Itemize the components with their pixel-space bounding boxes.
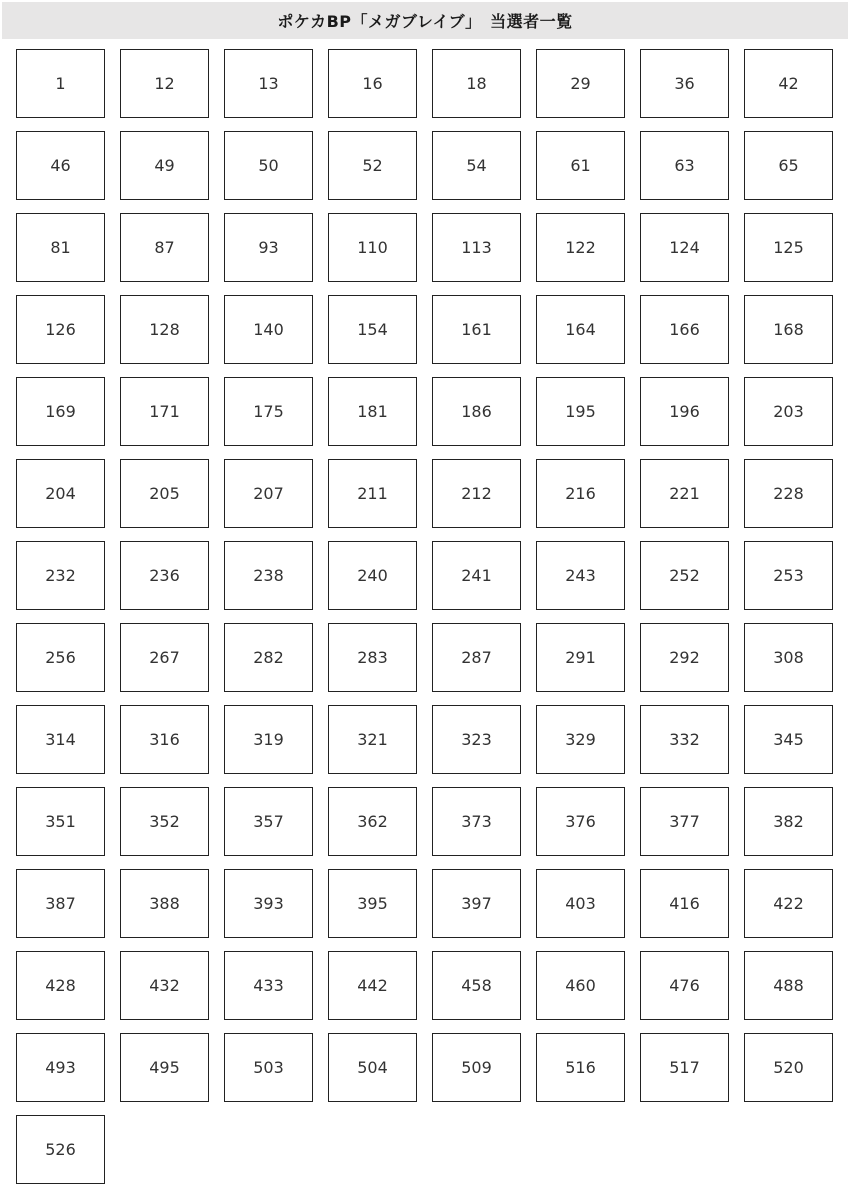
winner-number: 122 — [565, 238, 596, 257]
winner-cell — [224, 131, 313, 200]
winner-cell — [16, 213, 105, 282]
winner-cell — [328, 705, 417, 774]
winner-cell — [744, 787, 833, 856]
winner-number: 16 — [362, 74, 383, 93]
winner-number: 291 — [565, 648, 596, 667]
winner-number: 207 — [253, 484, 284, 503]
winner-cell — [328, 1033, 417, 1102]
winner-cell — [16, 1033, 105, 1102]
winner-number: 1 — [55, 74, 66, 93]
winner-cell — [120, 787, 209, 856]
winner-cell — [536, 459, 625, 528]
winner-cell — [744, 131, 833, 200]
winner-number: 228 — [773, 484, 804, 503]
winner-cell — [536, 623, 625, 692]
winner-number: 321 — [357, 730, 388, 749]
winner-number: 345 — [773, 730, 804, 749]
winner-number: 232 — [45, 566, 76, 585]
winner-number: 169 — [45, 402, 76, 421]
winner-cell — [744, 1033, 833, 1102]
winner-number: 352 — [149, 812, 180, 831]
winner-cell — [328, 623, 417, 692]
winner-cell — [120, 951, 209, 1020]
winner-number: 236 — [149, 566, 180, 585]
winner-cell — [16, 1115, 105, 1184]
winner-number: 54 — [466, 156, 487, 175]
winner-number: 495 — [149, 1058, 180, 1077]
winner-number: 211 — [357, 484, 388, 503]
winner-number: 395 — [357, 894, 388, 913]
winner-cell — [640, 869, 729, 938]
winner-number: 93 — [258, 238, 279, 257]
winner-cell — [640, 951, 729, 1020]
winner-cell — [120, 295, 209, 364]
winner-number: 460 — [565, 976, 596, 995]
winner-cell — [744, 459, 833, 528]
winner-number: 203 — [773, 402, 804, 421]
winner-cell — [224, 541, 313, 610]
winner-number: 526 — [45, 1140, 76, 1159]
winner-number: 42 — [778, 74, 799, 93]
winner-cell — [328, 131, 417, 200]
winner-number: 12 — [154, 74, 175, 93]
winner-number: 125 — [773, 238, 804, 257]
winner-number: 46 — [50, 156, 71, 175]
winner-cell — [120, 377, 209, 446]
winner-number: 403 — [565, 894, 596, 913]
winner-number: 458 — [461, 976, 492, 995]
winner-number: 388 — [149, 894, 180, 913]
winner-cell — [432, 623, 521, 692]
winner-cell — [640, 377, 729, 446]
winner-cell — [120, 541, 209, 610]
winner-cell — [744, 869, 833, 938]
winner-cell — [16, 49, 105, 118]
winner-cell — [640, 1033, 729, 1102]
page-title: ポケカBP「メガブレイブ」 当選者一覧 — [277, 12, 573, 31]
winner-cell — [16, 131, 105, 200]
winner-number: 241 — [461, 566, 492, 585]
winner-cell — [744, 951, 833, 1020]
winner-cell — [536, 213, 625, 282]
winner-cell — [328, 49, 417, 118]
winner-cell — [536, 295, 625, 364]
winner-cell — [744, 49, 833, 118]
winner-number: 61 — [570, 156, 591, 175]
winner-number: 516 — [565, 1058, 596, 1077]
winner-number: 110 — [357, 238, 388, 257]
winner-cell — [224, 377, 313, 446]
winner-number: 351 — [45, 812, 76, 831]
winner-number: 476 — [669, 976, 700, 995]
winner-cell — [120, 1033, 209, 1102]
winner-cell — [16, 459, 105, 528]
winner-number: 212 — [461, 484, 492, 503]
winner-cell — [640, 623, 729, 692]
winner-cell — [536, 377, 625, 446]
winner-cell — [432, 705, 521, 774]
winner-number: 382 — [773, 812, 804, 831]
winner-cell — [224, 705, 313, 774]
winner-number: 509 — [461, 1058, 492, 1077]
winner-cell — [328, 377, 417, 446]
winner-cell — [120, 869, 209, 938]
winner-number: 323 — [461, 730, 492, 749]
winner-cell — [16, 705, 105, 774]
winner-number: 314 — [45, 730, 76, 749]
winner-number: 49 — [154, 156, 175, 175]
winner-cell — [536, 49, 625, 118]
winner-number: 128 — [149, 320, 180, 339]
winner-number: 282 — [253, 648, 284, 667]
winner-number: 267 — [149, 648, 180, 667]
winner-cell — [16, 377, 105, 446]
winner-number: 63 — [674, 156, 695, 175]
winner-number: 376 — [565, 812, 596, 831]
winner-cell — [536, 951, 625, 1020]
winner-cell — [536, 131, 625, 200]
winner-cell — [432, 49, 521, 118]
winner-number: 252 — [669, 566, 700, 585]
winner-cell — [744, 295, 833, 364]
winner-cell — [640, 131, 729, 200]
winner-number: 387 — [45, 894, 76, 913]
winner-number: 186 — [461, 402, 492, 421]
winner-cell — [640, 787, 729, 856]
winner-number: 50 — [258, 156, 279, 175]
winner-cell — [120, 705, 209, 774]
winner-number: 216 — [565, 484, 596, 503]
winner-cell — [120, 131, 209, 200]
winner-number: 243 — [565, 566, 596, 585]
winner-number: 175 — [253, 402, 284, 421]
winner-number: 432 — [149, 976, 180, 995]
winner-number: 161 — [461, 320, 492, 339]
header-bar — [2, 2, 848, 39]
winner-number: 287 — [461, 648, 492, 667]
winner-cell — [328, 541, 417, 610]
winner-number: 256 — [45, 648, 76, 667]
winner-cell — [16, 869, 105, 938]
winner-cell — [640, 541, 729, 610]
winner-number: 140 — [253, 320, 284, 339]
winner-number: 168 — [773, 320, 804, 339]
winner-cell — [432, 1033, 521, 1102]
winner-cell — [224, 1033, 313, 1102]
winner-number: 240 — [357, 566, 388, 585]
winner-cell — [744, 623, 833, 692]
winner-cell — [224, 623, 313, 692]
winner-number: 65 — [778, 156, 799, 175]
winner-cell — [640, 49, 729, 118]
winner-number: 520 — [773, 1058, 804, 1077]
winner-cell — [328, 869, 417, 938]
winner-cell — [432, 213, 521, 282]
winner-cell — [120, 459, 209, 528]
winner-cell — [432, 295, 521, 364]
winner-cell — [536, 705, 625, 774]
winner-number: 422 — [773, 894, 804, 913]
winner-number: 238 — [253, 566, 284, 585]
winner-cell — [328, 295, 417, 364]
winner-number: 13 — [258, 74, 279, 93]
winner-cell — [432, 951, 521, 1020]
winner-number: 428 — [45, 976, 76, 995]
winner-number: 154 — [357, 320, 388, 339]
winner-cell — [536, 1033, 625, 1102]
winner-cell — [432, 459, 521, 528]
winner-number: 292 — [669, 648, 700, 667]
winner-cell — [16, 951, 105, 1020]
winner-number: 36 — [674, 74, 695, 93]
winner-number: 283 — [357, 648, 388, 667]
winner-cell — [432, 869, 521, 938]
winner-number: 196 — [669, 402, 700, 421]
winner-number: 18 — [466, 74, 487, 93]
winner-number: 253 — [773, 566, 804, 585]
winner-number-grid — [16, 49, 833, 1184]
winner-cell — [640, 213, 729, 282]
winner-number: 319 — [253, 730, 284, 749]
winner-number: 393 — [253, 894, 284, 913]
winner-number: 397 — [461, 894, 492, 913]
winner-cell — [120, 213, 209, 282]
winner-number: 52 — [362, 156, 383, 175]
winner-cell — [224, 295, 313, 364]
winner-number: 329 — [565, 730, 596, 749]
winner-cell — [432, 131, 521, 200]
winner-number: 113 — [461, 238, 492, 257]
winner-number: 171 — [149, 402, 180, 421]
winner-cell — [224, 213, 313, 282]
winner-cell — [328, 459, 417, 528]
winner-number: 488 — [773, 976, 804, 995]
winner-cell — [16, 541, 105, 610]
winner-number: 373 — [461, 812, 492, 831]
winner-number: 332 — [669, 730, 700, 749]
winner-cell — [16, 295, 105, 364]
winner-cell — [120, 49, 209, 118]
winner-cell — [224, 869, 313, 938]
winner-number: 195 — [565, 402, 596, 421]
winner-cell — [328, 951, 417, 1020]
winner-number: 181 — [357, 402, 388, 421]
winner-cell — [640, 459, 729, 528]
winner-cell — [536, 869, 625, 938]
winner-cell — [640, 295, 729, 364]
winner-cell — [224, 951, 313, 1020]
winner-cell — [328, 787, 417, 856]
winner-number: 503 — [253, 1058, 284, 1077]
winner-cell — [328, 213, 417, 282]
winner-cell — [744, 541, 833, 610]
winner-cell — [224, 787, 313, 856]
winner-number: 87 — [154, 238, 175, 257]
winner-number: 204 — [45, 484, 76, 503]
winner-number: 517 — [669, 1058, 700, 1077]
winner-number: 221 — [669, 484, 700, 503]
winner-cell — [16, 623, 105, 692]
winner-cell — [432, 377, 521, 446]
winner-number: 126 — [45, 320, 76, 339]
winner-number: 377 — [669, 812, 700, 831]
winner-cell — [432, 787, 521, 856]
winner-cell — [744, 705, 833, 774]
winner-number: 124 — [669, 238, 700, 257]
winner-number: 205 — [149, 484, 180, 503]
winner-number: 433 — [253, 976, 284, 995]
winner-cell — [432, 541, 521, 610]
winner-number: 362 — [357, 812, 388, 831]
winner-number: 357 — [253, 812, 284, 831]
winner-number: 316 — [149, 730, 180, 749]
winner-number: 416 — [669, 894, 700, 913]
winner-cell — [744, 377, 833, 446]
winner-number: 442 — [357, 976, 388, 995]
winner-number: 29 — [570, 74, 591, 93]
winner-cell — [744, 213, 833, 282]
winner-number: 81 — [50, 238, 71, 257]
winner-cell — [120, 623, 209, 692]
winner-number: 493 — [45, 1058, 76, 1077]
winner-cell — [536, 787, 625, 856]
winner-cell — [224, 459, 313, 528]
winner-number: 164 — [565, 320, 596, 339]
winner-cell — [224, 49, 313, 118]
winner-cell — [536, 541, 625, 610]
winner-cell — [16, 787, 105, 856]
winner-cell — [640, 705, 729, 774]
winner-number: 166 — [669, 320, 700, 339]
winner-number: 504 — [357, 1058, 388, 1077]
winner-number: 308 — [773, 648, 804, 667]
